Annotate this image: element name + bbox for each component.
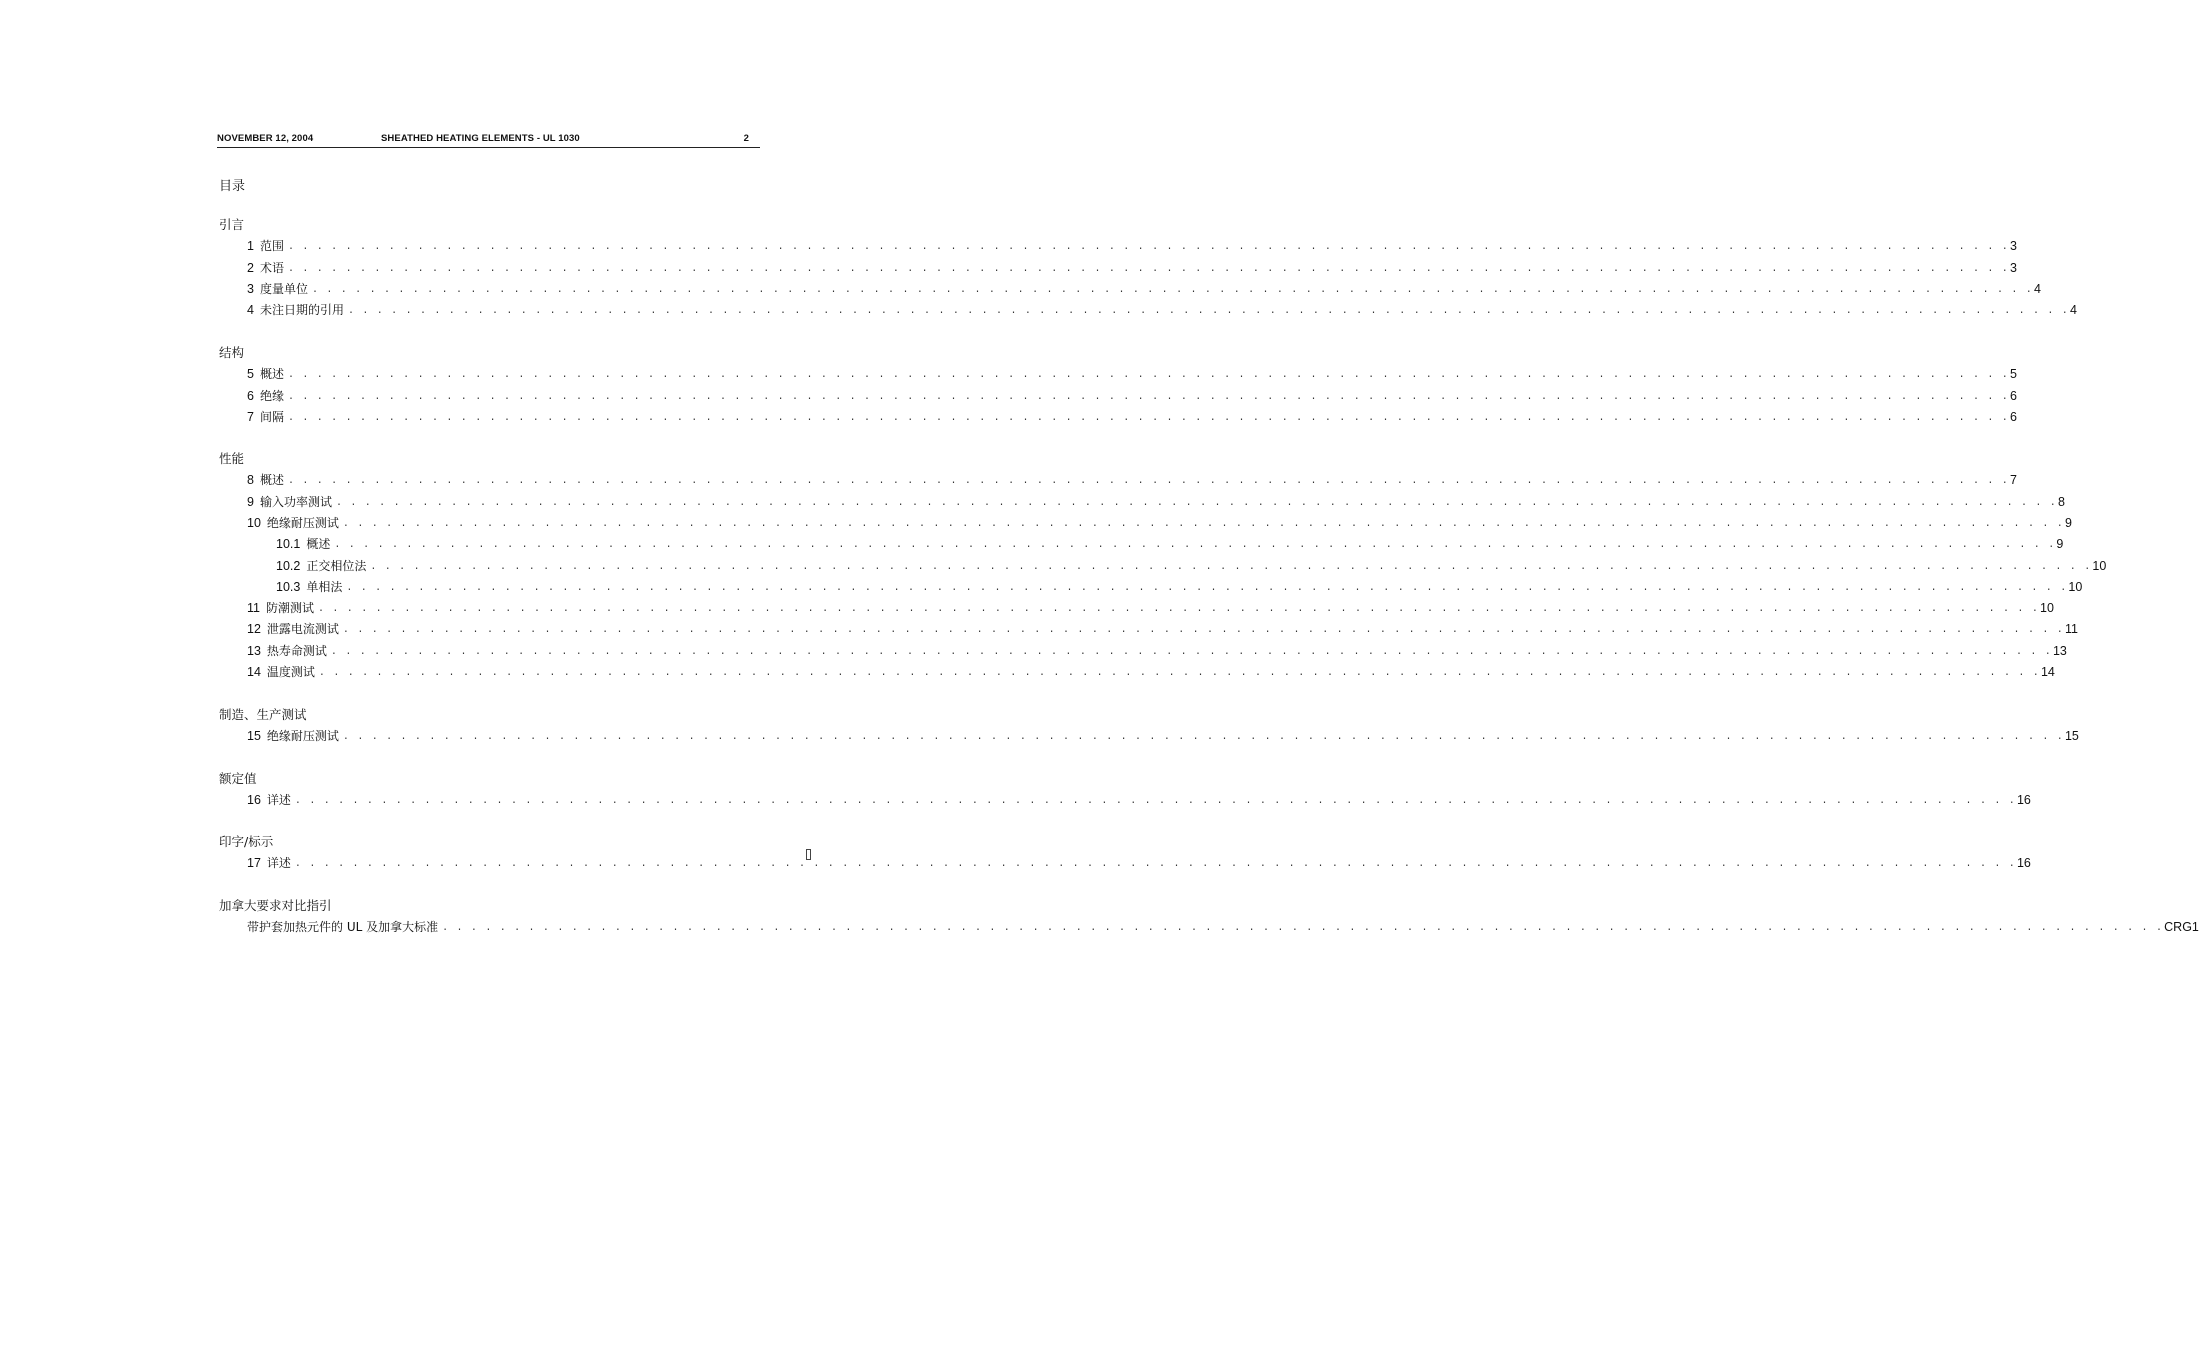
toc-entry-label: 术语 [259, 260, 284, 275]
toc-entry-number: 10.1 [276, 537, 301, 552]
toc-entry[interactable] [247, 621, 2078, 637]
section-heading: 性能 [219, 451, 245, 466]
toc-entry-number: 4 [247, 303, 254, 318]
toc-entry-page: 10 [2068, 579, 2083, 594]
toc-entry-number: 9 [247, 494, 254, 509]
section-heading: 加拿大要求对比指引 [219, 898, 332, 913]
dot-leader: . . . . . . . . . . . . . . . . . . . . . . . . . . . . . . . . . . . . . . . . . . . . . . . . . . . . . . . . . . . . . . . . . . . . . . . . . . . . . . . . . . . . . . . . . . . . . . . . . . . . . . . . . . . . . . . . . . . . . . . . [287, 391, 2010, 403]
toc-entry-number: 12 [247, 622, 261, 637]
toc-entry-number: 2 [247, 260, 254, 275]
toc-entry-label: 绝缘耐压测试 [266, 515, 339, 530]
toc-entry-page: 4 [2070, 303, 2077, 318]
toc-entry[interactable] [276, 579, 2083, 595]
toc-entry-label: 泄露电流测试 [266, 622, 339, 637]
toc-entry-page: 5 [2010, 367, 2017, 382]
toc-entry[interactable] [247, 472, 2017, 488]
toc-entry-page: 10 [2092, 558, 2107, 573]
header-date: NOVEMBER 12, 2004 [217, 133, 314, 144]
toc-entry[interactable] [247, 409, 2017, 425]
toc-entry-page: 9 [2056, 537, 2064, 552]
toc-entry-label: 间隔 [259, 409, 284, 424]
toc-entry-label: 绝缘 [259, 388, 284, 403]
missing-glyph-box [806, 849, 811, 860]
toc-entry[interactable] [247, 792, 2031, 808]
page-header [217, 133, 760, 148]
toc-entry-number: 5 [247, 367, 254, 382]
dot-leader: . . . . . . . . . . . . . . . . . . . . . . . . . . . . . . . . . . . . . . . . . . . . . . . . . . . . . . . . . . . . . . . . . . . . . . . . . . . . . . . . . . . . . . . . . . . . . . . . . . . . . . . . . . . . . . . . . . . . . . . . [442, 923, 2164, 935]
toc-entry[interactable] [247, 728, 2079, 744]
dot-leader: . . . . . . . . . . . . . . . . . . . . . . . . . . . . . . . . . . . . . . . . . . . . . . . . . . . . . . . . . . . . . . . . . . . . . . . . . . . . . . . . . . . . . . . . . . . . . . . . . . . . . . . . . . . . . . . . . . . . . . . . [318, 604, 2040, 616]
toc-entry-label: 概述 [259, 367, 284, 382]
toc-entry-page: 4 [2034, 281, 2041, 296]
toc-entry-page: 6 [2010, 388, 2017, 403]
toc-entry-label: 概述 [306, 537, 331, 552]
dot-leader: . . . . . . . . . . . . . . . . . . . . . . . . . . . . . . . . . . . . . . . . . . . . . . . . . . . . . . . . . . . . . . . . . . . . . . . . . . . . . . . . . . . . . . . . . . . . . . . . . . . . . . . . . . . . . . . . . . . . . . . . [347, 306, 2070, 318]
toc-entry-number: 3 [247, 281, 254, 296]
dot-leader: . . . . . . . . . . . . . . . . . . . . . . . . . . . . . . . . . . . . . . . . . . . . . . . . . . . . . . . . . . . . . . . . . . . . . . . . . . . . . . . . . . . . . . . . . . . . . . . . . . . . . . . . . . . . . . . . . . . . . . . . [294, 796, 2016, 808]
toc-entry[interactable] [276, 536, 2064, 552]
dot-leader: . . . . . . . . . . . . . . . . . . . . . . . . . . . . . . . . . . . . . . . . . . . . . . . . . . . . . . . . . . . . . . . . . . . . . . . . . . . . . . . . . . . . . . . . . . . . . . . . . . . . . . . . . . . . . . . . . . . . . . . . [318, 668, 2040, 679]
toc-entry-label: 带护套加热元件的 UL 及加拿大标准 [247, 920, 439, 935]
toc-entry-number: 10 [247, 515, 261, 530]
toc-entry[interactable] [247, 515, 2072, 531]
toc-entry-page: 16 [2016, 856, 2031, 871]
toc-entry-label: 概述 [259, 473, 284, 488]
toc-entry-page: CRG1 [2164, 920, 2199, 935]
toc-entry-label: 未注日期的引用 [259, 303, 344, 318]
dot-leader: . . . . . . . . . . . . . . . . . . . . . . . . . . . . . . . . . . . . . . . . . . . . . . . . . . . . . . . . . . . . . . . . . . . . . . . . . . . . . . . . . . . . . . . . . . . . . . . . . . . . . . . . . . . . . . . . . . . . . . . . [342, 732, 2064, 744]
toc-entry-page: 7 [2010, 473, 2017, 488]
toc-entry-number: 10.2 [276, 558, 301, 573]
section-heading: 引言 [219, 217, 245, 232]
toc-entry-page: 8 [2058, 494, 2065, 509]
dot-leader: . . . . . . . . . . . . . . . . . . . . . . . . . . . . . . . . . . . . . . . . . . . . . . . . . . . . . . . . . . . . . . . . . . . . . . . . . . . . . . . . . . . . . . . . . . . . . . . . . . . . . . . . . . . . . . . . . . . . . . . . [294, 859, 2016, 871]
toc-entry[interactable] [247, 600, 2054, 616]
toc-entry[interactable] [247, 388, 2017, 404]
dot-leader: . . . . . . . . . . . . . . . . . . . . . . . . . . . . . . . . . . . . . . . . . . . . . . . . . . . . . . . . . . . . . . . . . . . . . . . . . . . . . . . . . . . . . . . . . . . . . . . . . . . . . . . . . . . . . . . . . . . . . . . . [342, 625, 2064, 637]
toc-entry-number: 10.3 [276, 579, 301, 594]
toc-entry-label: 输入功率测试 [259, 494, 332, 509]
header-page-number: 2 [743, 133, 749, 144]
toc-entry-page: 11 [2064, 622, 2078, 637]
dot-leader: . . . . . . . . . . . . . . . . . . . . . . . . . . . . . . . . . . . . . . . . . . . . . . . . . . . . . . . . . . . . . . . . . . . . . . . . . . . . . . . . . . . . . . . . . . . . . . . . . . . . . . . . . . . . . . . . . . . . . . . . [287, 242, 2010, 254]
toc-entry-number: 14 [247, 665, 261, 679]
toc-entry-label: 绝缘耐压测试 [266, 729, 339, 744]
section-heading: 制造、生产测试 [219, 707, 307, 722]
toc-entry-number: 6 [247, 388, 254, 403]
dot-leader: . . . . . . . . . . . . . . . . . . . . . . . . . . . . . . . . . . . . . . . . . . . . . . . . . . . . . . . . . . . . . . . . . . . . . . . . . . . . . . . . . . . . . . . . . . . . . . . . . . . . . . . . . . . . . . . . . . . . . . . . [346, 582, 2068, 594]
section-heading: 额定值 [219, 771, 257, 786]
toc-entry-page: 16 [2016, 793, 2031, 808]
toc-entry-page: 3 [2010, 239, 2017, 254]
toc-entry-label: 详述 [266, 856, 291, 871]
toc-entry-label: 范围 [259, 239, 284, 254]
toc-entry-label: 正交相位法 [306, 558, 367, 573]
toc-entry-number: 7 [247, 409, 254, 424]
toc-entry-page: 14 [2040, 665, 2055, 679]
toc-entry-number: 13 [247, 643, 261, 658]
toc-entry-number: 17 [247, 856, 261, 871]
toc-entry-label: 温度测试 [266, 665, 315, 679]
toc-entry[interactable] [247, 238, 2017, 254]
toc-entry-label: 单相法 [306, 579, 343, 594]
dot-leader: . . . . . . . . . . . . . . . . . . . . . . . . . . . . . . . . . . . . . . . . . . . . . . . . . . . . . . . . . . . . . . . . . . . . . . . . . . . . . . . . . . . . . . . . . . . . . . . . . . . . . . . . . . . . . . . . . . . . . . . . [287, 412, 2010, 424]
dot-leader: . . . . . . . . . . . . . . . . . . . . . . . . . . . . . . . . . . . . . . . . . . . . . . . . . . . . . . . . . . . . . . . . . . . . . . . . . . . . . . . . . . . . . . . . . . . . . . . . . . . . . . . . . . . . . . . . . . . . . . . . [287, 476, 2010, 488]
dot-leader: . . . . . . . . . . . . . . . . . . . . . . . . . . . . . . . . . . . . . . . . . . . . . . . . . . . . . . . . . . . . . . . . . . . . . . . . . . . . . . . . . . . . . . . . . . . . . . . . . . . . . . . . . . . . . . . . . . . . . . . . [335, 497, 2058, 509]
toc-entry-number: 16 [247, 793, 261, 808]
section-heading: 印字/标示 [219, 834, 274, 849]
toc-entry[interactable] [247, 664, 2055, 680]
toc-entry-number: 8 [247, 473, 254, 488]
toc-entry-page: 9 [2064, 515, 2072, 530]
toc-entry-label: 度量单位 [259, 281, 308, 296]
toc-entry[interactable] [247, 919, 2199, 935]
dot-leader: . . . . . . . . . . . . . . . . . . . . . . . . . . . . . . . . . . . . . . . . . . . . . . . . . . . . . . . . . . . . . . . . . . . . . . . . . . . . . . . . . . . . . . . . . . . . . . . . . . . . . . . . . . . . . . . . . . . . . . . . [334, 540, 2056, 552]
toc-entry-number: 15 [247, 729, 261, 744]
toc-entry[interactable] [247, 281, 2041, 297]
toc-entry[interactable] [276, 558, 2107, 574]
toc-entry[interactable] [247, 494, 2065, 510]
toc-entry-label: 详述 [266, 793, 291, 808]
dot-leader: . . . . . . . . . . . . . . . . . . . . . . . . . . . . . . . . . . . . . . . . . . . . . . . . . . . . . . . . . . . . . . . . . . . . . . . . . . . . . . . . . . . . . . . . . . . . . . . . . . . . . . . . . . . . . . . . . . . . . . . . [311, 284, 2034, 296]
dot-leader: . . . . . . . . . . . . . . . . . . . . . . . . . . . . . . . . . . . . . . . . . . . . . . . . . . . . . . . . . . . . . . . . . . . . . . . . . . . . . . . . . . . . . . . . . . . . . . . . . . . . . . . . . . . . . . . . . . . . . . . . [370, 561, 2092, 573]
toc-entry[interactable] [247, 855, 2031, 871]
toc-entry-page: 6 [2010, 409, 2017, 424]
dot-leader: . . . . . . . . . . . . . . . . . . . . . . . . . . . . . . . . . . . . . . . . . . . . . . . . . . . . . . . . . . . . . . . . . . . . . . . . . . . . . . . . . . . . . . . . . . . . . . . . . . . . . . . . . . . . . . . . . . . . . . . . [342, 518, 2064, 530]
header-title: SHEATHED HEATING ELEMENTS - UL 1030 [381, 133, 580, 144]
toc-entry-label: 防潮测试 [265, 601, 314, 616]
toc-entry-page: 15 [2064, 729, 2079, 744]
toc-entry-number: 11 [247, 601, 260, 616]
dot-leader: . . . . . . . . . . . . . . . . . . . . . . . . . . . . . . . . . . . . . . . . . . . . . . . . . . . . . . . . . . . . . . . . . . . . . . . . . . . . . . . . . . . . . . . . . . . . . . . . . . . . . . . . . . . . . . . . . . . . . . . . [287, 263, 2010, 275]
toc-entry-label: 热寿命测试 [266, 643, 327, 658]
dot-leader: . . . . . . . . . . . . . . . . . . . . . . . . . . . . . . . . . . . . . . . . . . . . . . . . . . . . . . . . . . . . . . . . . . . . . . . . . . . . . . . . . . . . . . . . . . . . . . . . . . . . . . . . . . . . . . . . . . . . . . . . [287, 370, 2010, 382]
toc-entry-page: 3 [2010, 260, 2017, 275]
toc-entry[interactable] [247, 643, 2067, 659]
toc-title: 目录 [219, 179, 246, 194]
toc-entry-number: 1 [247, 239, 254, 254]
toc-entry-page: 10 [2040, 601, 2054, 616]
toc-entry[interactable] [247, 302, 2077, 318]
section-heading: 结构 [219, 345, 245, 360]
toc-entry[interactable] [247, 366, 2017, 382]
toc-entry[interactable] [247, 260, 2017, 276]
toc-entry-page: 13 [2052, 643, 2067, 658]
dot-leader: . . . . . . . . . . . . . . . . . . . . . . . . . . . . . . . . . . . . . . . . . . . . . . . . . . . . . . . . . . . . . . . . . . . . . . . . . . . . . . . . . . . . . . . . . . . . . . . . . . . . . . . . . . . . . . . . . . . . . . . . [330, 646, 2052, 658]
